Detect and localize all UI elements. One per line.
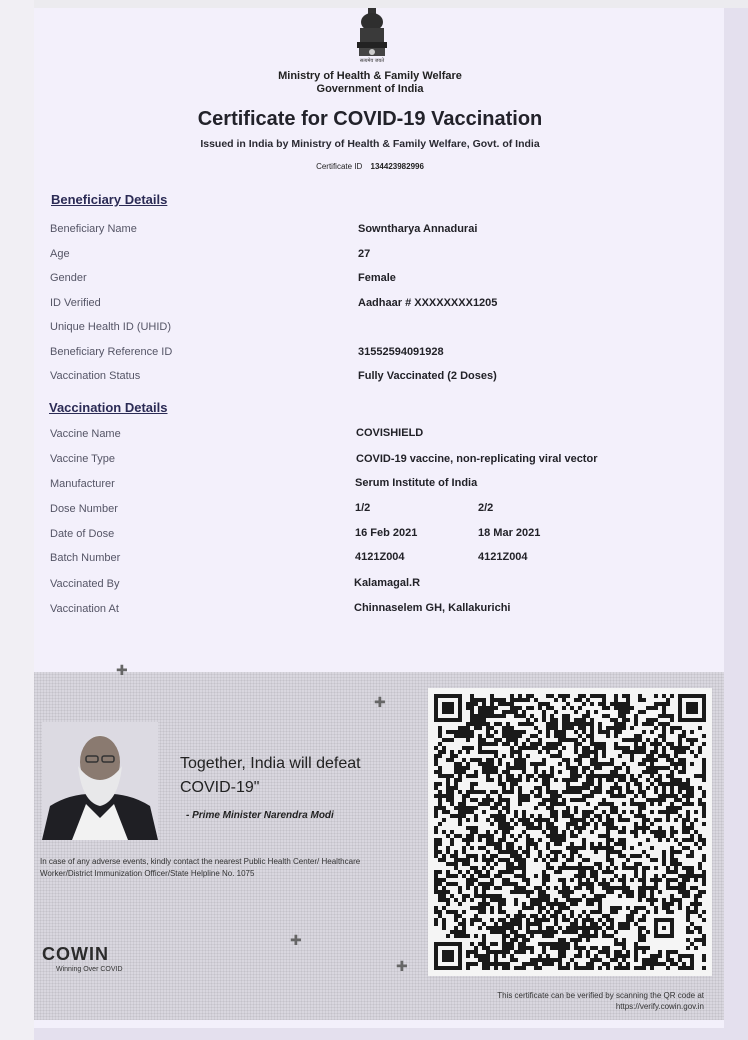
- vaccine-type-label: Vaccine Type: [50, 453, 116, 465]
- uhid-label: Unique Health ID (UHID): [50, 321, 172, 333]
- helpline-text: In case of any adverse events, kindly contact the nearest Public Health Center/ Healthcare Worker/District Immunization Officer/State Helpline No. 1075: [40, 857, 361, 878]
- reference-id-label: Beneficiary Reference ID: [50, 346, 173, 358]
- pm-attribution: - Prime Minister Narendra Modi: [186, 810, 334, 821]
- manufacturer-label: Manufacturer: [50, 478, 115, 490]
- verify-text: This certificate can be verified by scanning the QR code at https://verify.cowin.gov.in: [497, 991, 704, 1011]
- crosshair-icon: ✚: [374, 694, 386, 710]
- vaccinated-by-label: Vaccinated By: [50, 578, 120, 590]
- certificate-id: [270, 162, 470, 171]
- batch-number-value-1: 4121Z004: [355, 551, 405, 563]
- crosshair-icon: ✚: [290, 932, 302, 948]
- certificate-id-value: 134423982996: [370, 162, 424, 171]
- vaccination-status-label: Vaccination Status: [50, 370, 141, 382]
- crosshair-icon: ✚: [116, 662, 128, 678]
- date-of-dose-label: Date of Dose: [50, 528, 115, 540]
- vaccination-status-value: Fully Vaccinated (2 Doses): [358, 370, 497, 382]
- date-of-dose-value-2: 18 Mar 2021: [478, 527, 541, 539]
- reference-id-value: 31552594091928: [358, 346, 444, 358]
- id-verified-value: Aadhaar # XXXXXXXX1205: [358, 297, 498, 309]
- dose-number-value-2: 2/2: [478, 502, 494, 514]
- scan-edge-left: [0, 0, 34, 1040]
- government-name: Government of India: [316, 83, 424, 95]
- vaccination-at-value: Chinnaselem GH, Kallakurichi: [354, 602, 511, 614]
- age-value: 27: [358, 248, 371, 260]
- batch-number-label: Batch Number: [50, 552, 121, 564]
- cowin-logo: COWIN: [42, 944, 109, 964]
- vaccine-type-value: COVID-19 vaccine, non-replicating viral vector: [356, 453, 598, 465]
- crosshair-icon: ✚: [396, 958, 408, 974]
- dose-number-value-1: 1/2: [355, 502, 371, 514]
- dose-number-label: Dose Number: [50, 503, 118, 515]
- date-of-dose-value-1: 16 Feb 2021: [355, 527, 418, 539]
- vaccine-name-value: COVISHIELD: [356, 427, 424, 439]
- batch-number-value-2: 4121Z004: [478, 551, 528, 563]
- certificate-id-label: Certificate ID: [316, 162, 363, 171]
- ministry-name: Ministry of Health & Family Welfare: [278, 70, 462, 82]
- beneficiary-name-value: Sowntharya Annadurai: [358, 223, 478, 235]
- id-verified-label: ID Verified: [50, 297, 101, 309]
- national-emblem-icon: [350, 6, 394, 66]
- vaccination-heading: Vaccination Details: [49, 400, 168, 415]
- issued-by: Issued in India by Ministry of Health & Family Welfare, Govt. of India: [200, 138, 540, 150]
- emblem-caption: सत्यमेव जयते: [359, 58, 385, 64]
- vaccine-name-label: Vaccine Name: [50, 428, 121, 440]
- prime-minister-portrait: [42, 722, 158, 840]
- cowin-tagline: Winning Over COVID: [56, 966, 123, 973]
- age-label: Age: [50, 248, 70, 260]
- gender-label: Gender: [50, 272, 87, 284]
- manufacturer-value: Serum Institute of India: [355, 477, 478, 489]
- beneficiary-name-label: Beneficiary Name: [50, 223, 137, 235]
- vaccinated-by-value: Kalamagal.R: [354, 577, 421, 589]
- beneficiary-heading: Beneficiary Details: [51, 192, 168, 207]
- gender-value: Female: [358, 272, 396, 284]
- qr-code-icon: [434, 694, 706, 970]
- certificate-title: Certificate for COVID-19 Vaccination: [197, 108, 543, 130]
- pm-quote: Together, India will defeat COVID-19": [180, 755, 361, 796]
- vaccination-at-label: Vaccination At: [50, 603, 119, 615]
